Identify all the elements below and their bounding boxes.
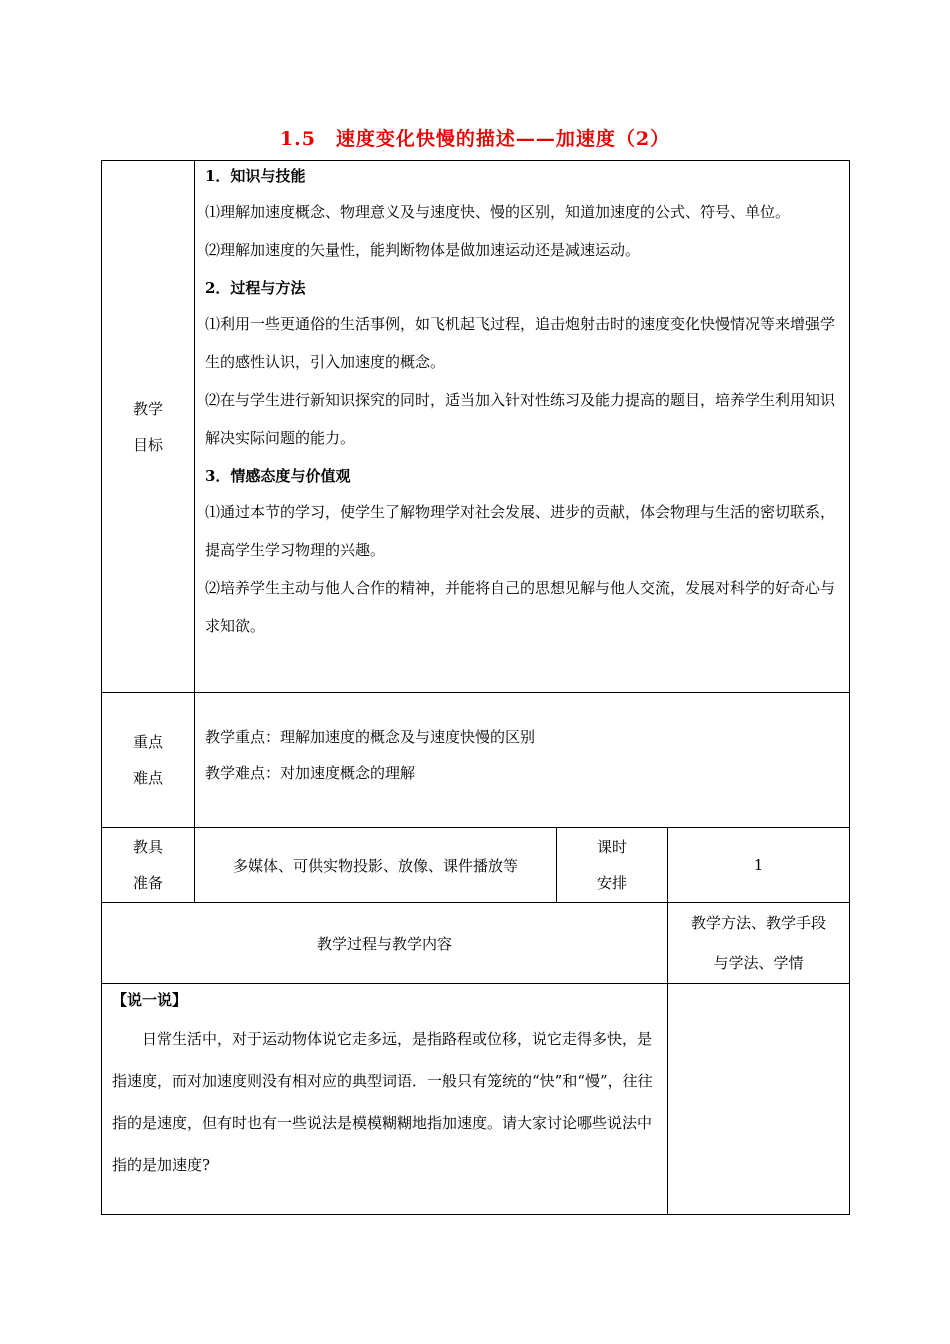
tools-row [102,828,850,903]
hours-value: 1 [668,828,850,903]
goals-row [102,161,850,693]
goal-item: ⑵培养学生主动与他人合作的精神，并能将自己的思想见解与他人交流，发展对科学的好奇心与求知欲。 [205,579,836,635]
page-title: 1.5 速度变化快慢的描述——加速度（2） [279,128,671,150]
focus-text: 教学重点：理解加速度的概念及与速度快慢的区别 [205,728,536,746]
shuo-title: 【说一说】 [112,991,188,1009]
goal-item: ⑵在与学生进行新知识探究的同时，适当加入针对性练习及能力提高的题目，培养学生利用知识解决实际问题的能力。 [205,391,836,447]
keypoints-row [102,693,850,828]
goals-label: 教学 目标 [102,161,195,693]
goal-item: ⑴利用一些更通俗的生活事例，如飞机起飞过程，追击炮射击时的速度变化快慢情况等来增强学生的感性认识，引入加速度的概念。 [205,315,836,371]
shuo-text: 日常生活中，对于运动物体说它走多远，是指路程或位移，说它走得多快，是指速度，而对加速度则没有相对应的典型词语．一般只有笼统的“快”和“慢”，往往指的是速度，但有时也有一些说法是模模糊糊地指加速度。请大家讨论哪些说法中指的是加速度? [112,1030,653,1174]
shuo-content [102,984,668,1215]
method-header: 教学方法、教学手段 与学法、学情 [668,903,850,984]
hours-label: 课时 安排 [557,828,668,903]
keypoints-content [195,693,850,828]
lesson-plan-table [101,160,850,1215]
goals-content [195,161,850,693]
tools-value: 多媒体、可供实物投影、放像、课件播放等 [195,828,557,903]
keypoints-label: 重点 难点 [102,693,195,828]
process-header-row [102,903,850,984]
shuo-row [102,984,850,1215]
tools-label: 教具 准备 [102,828,195,903]
section-knowledge-title: 1．知识与技能 [205,167,306,185]
section-process-title: 2．过程与方法 [205,279,306,297]
process-header: 教学过程与教学内容 [102,903,668,984]
goal-item: ⑴通过本节的学习，使学生了解物理学对社会发展、进步的贡献，体会物理与生活的密切联系，提高学生学习物理的兴趣。 [205,503,836,559]
goal-item: ⑵理解加速度的矢量性，能判断物体是做加速运动还是减速运动。 [205,241,641,259]
goal-item: ⑴理解加速度概念、物理意义及与速度快、慢的区别，知道加速度的公式、符号、单位。 [205,203,791,221]
shuo-method-cell [668,984,850,1215]
section-attitude-title: 3．情感态度与价值观 [205,467,351,485]
difficulty-text: 教学难点：对加速度概念的理解 [205,764,416,782]
